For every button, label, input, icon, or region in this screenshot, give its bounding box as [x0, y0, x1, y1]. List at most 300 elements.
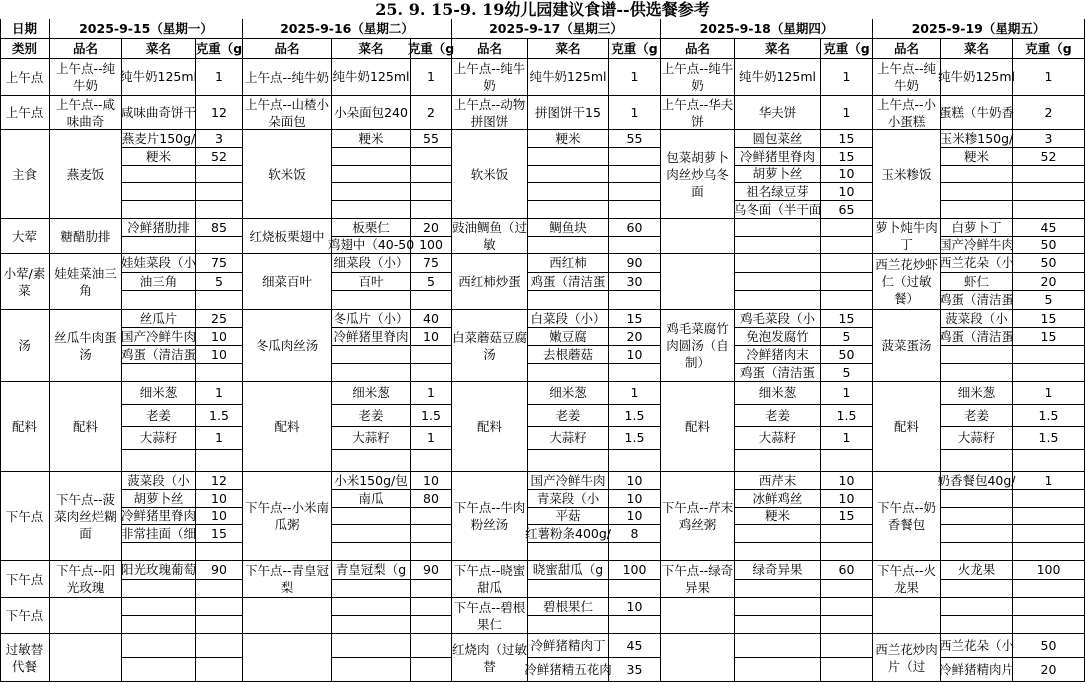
ingredient-name — [122, 616, 196, 634]
ingredient-weight: 3 — [1013, 130, 1085, 148]
ingredient-weight — [1013, 364, 1085, 382]
ingredient-name — [528, 166, 609, 183]
ingredient-weight: 52 — [1013, 148, 1085, 166]
ingredient-name: 冷鲜猪精肉片 — [941, 658, 1013, 682]
ingredient-name: 胡萝卜丝 — [735, 166, 821, 183]
ingredient-weight: 90 — [196, 561, 243, 580]
ingredient-name — [332, 580, 411, 598]
dish-name: 鸡毛菜腐竹肉圆汤（自制） — [661, 310, 735, 382]
ingredient-weight — [196, 580, 243, 598]
ingredient-name: 碧根果仁 — [528, 598, 609, 616]
ingredient-weight: 10 — [609, 346, 661, 364]
dish-name: 上午点--小小蛋糕 — [873, 96, 941, 130]
ingredient-name: 细米葱 — [332, 382, 411, 405]
ingredient-name: 南瓜 — [332, 490, 411, 508]
dish-name: 配料 — [452, 382, 528, 472]
ingredient-name — [122, 291, 196, 310]
ingredient-weight — [609, 364, 661, 382]
dish-name: 下午点--菠菜肉丝烂糊面 — [50, 472, 122, 561]
ingredient-name: 鸡蛋（清洁蛋 — [941, 291, 1013, 310]
ingredient-weight: 1 — [1013, 382, 1085, 405]
ingredient-weight: 1 — [1013, 59, 1085, 96]
ingredient-name: 粳米 — [332, 130, 411, 148]
ingredient-name: 老姜 — [941, 405, 1013, 427]
ingredient-name: 冷鲜猪里脊肉 — [735, 148, 821, 166]
category-cell: 下午点 — [0, 561, 50, 598]
ingredient-weight — [196, 364, 243, 382]
ingredient-weight: 5 — [411, 273, 452, 291]
ingredient-name — [528, 291, 609, 310]
ingredient-weight: 1 — [411, 59, 452, 96]
ingredient-name: 小米150g/包 — [332, 472, 411, 490]
ingredient-weight — [196, 450, 243, 472]
ingredient-name — [528, 148, 609, 166]
col-dish-header: 品名 — [661, 39, 735, 59]
day-header: 2025-9-19（星期五） — [873, 19, 1085, 39]
ingredient-weight — [411, 166, 452, 183]
ingredient-name: 大蒜籽 — [332, 427, 411, 450]
ingredient-weight — [196, 634, 243, 658]
ingredient-weight: 1 — [196, 59, 243, 96]
ingredient-weight: 10 — [609, 472, 661, 490]
dish-name: 下午点--奶香餐包 — [873, 472, 941, 561]
ingredient-weight: 1 — [821, 96, 873, 130]
ingredient-name: 细菜段（小） — [332, 254, 411, 273]
category-cell: 大荤 — [0, 219, 50, 254]
ingredient-weight: 45 — [609, 634, 661, 658]
dish-name — [661, 598, 735, 634]
day-header: 2025-9-17（星期三） — [452, 19, 661, 39]
dish-name: 上午点--华夫饼 — [661, 96, 734, 129]
ingredient-weight: 75 — [196, 254, 243, 273]
dish-name: 萝卜炖牛肉丁 — [873, 219, 941, 254]
ingredient-weight — [821, 525, 873, 543]
ingredient-weight — [411, 291, 452, 310]
category-cell: 下午点 — [0, 598, 50, 634]
ingredient-weight — [196, 616, 243, 634]
ingredient-name — [941, 580, 1013, 598]
ingredient-name: 红薯粉条400g/ — [528, 525, 609, 543]
ingredient-weight: 20 — [1013, 658, 1085, 682]
ingredient-weight — [821, 291, 873, 310]
ingredient-weight — [1013, 598, 1085, 616]
ingredient-weight: 50 — [821, 346, 873, 364]
page-title: 25. 9. 15-9. 19幼儿园建议食谱--供选餐参考 — [375, 0, 710, 19]
ingredient-weight — [821, 616, 873, 634]
ingredient-weight — [1013, 450, 1085, 472]
category-cell: 上午点 — [0, 59, 50, 96]
ingredient-weight — [821, 237, 873, 254]
ingredient-weight: 60 — [821, 561, 873, 580]
col-dish-header: 品名 — [873, 39, 941, 59]
ingredient-name — [735, 273, 821, 291]
ingredient-name: 细米葱 — [735, 382, 821, 405]
ingredient-weight: 1.5 — [411, 405, 452, 427]
ingredient-weight: 80 — [411, 490, 452, 508]
dish-name: 西兰花炒虾仁（过敏餐） — [873, 254, 941, 310]
ingredient-weight: 20 — [411, 219, 452, 237]
dish-name: 下午点--碧根果仁 — [452, 598, 528, 634]
ingredient-weight — [609, 543, 661, 561]
col-weight-header: 克重（g — [609, 39, 661, 59]
dish-name: 下午点--牛肉粉丝汤 — [452, 472, 528, 561]
ingredient-name — [941, 543, 1013, 561]
menu-table — [0, 19, 1085, 682]
ingredient-name — [528, 543, 609, 561]
ingredient-weight — [411, 201, 452, 219]
dish-name — [661, 254, 735, 310]
ingredient-weight: 55 — [609, 130, 661, 148]
ingredient-name: 老姜 — [528, 405, 609, 427]
ingredient-name — [332, 364, 411, 382]
ingredient-weight — [411, 580, 452, 598]
ingredient-name: 菠菜段（小 — [941, 310, 1013, 328]
ingredient-name: 玉米糁150g/ — [941, 130, 1013, 148]
ingredient-name: 白萝卜丁 — [941, 219, 1013, 237]
ingredient-name: 百叶 — [332, 273, 411, 291]
ingredient-name — [332, 183, 411, 201]
ingredient-weight: 2 — [1013, 96, 1085, 130]
ingredient-weight: 1.5 — [1013, 427, 1085, 450]
ingredient-name: 拼图饼干15 — [528, 96, 609, 130]
ingredient-name: 国产冷鲜牛肉 — [939, 237, 1015, 252]
ingredient-weight: 1 — [411, 382, 452, 405]
ingredient-weight: 15 — [1013, 310, 1085, 328]
ingredient-weight: 55 — [411, 130, 452, 148]
ingredient-weight: 5 — [196, 273, 243, 291]
col-ingredient-header: 菜名 — [122, 39, 196, 59]
dish-name — [50, 634, 122, 682]
ingredient-name: 阳光玫瑰葡萄 — [122, 561, 196, 580]
ingredient-weight: 5 — [821, 328, 873, 346]
ingredient-name — [528, 580, 609, 598]
ingredient-weight — [609, 291, 661, 310]
ingredient-weight: 10 — [609, 598, 661, 616]
dish-name: 配料 — [873, 382, 941, 472]
dish-name — [661, 219, 735, 254]
ingredient-weight: 85 — [196, 219, 243, 237]
dish-name: 冬瓜肉丝汤 — [243, 310, 332, 382]
ingredient-name — [332, 616, 411, 634]
ingredient-name — [122, 598, 196, 616]
category-cell: 汤 — [0, 310, 50, 382]
ingredient-weight — [411, 346, 452, 364]
ingredient-weight — [196, 598, 243, 616]
ingredient-name: 咸味曲奇饼干 — [122, 96, 196, 130]
ingredient-weight — [821, 634, 873, 658]
ingredient-name: 粳米 — [941, 148, 1013, 166]
ingredient-name — [528, 616, 609, 634]
ingredient-weight — [821, 658, 873, 682]
ingredient-name: 火龙果 — [941, 561, 1013, 580]
ingredient-name: 国产冷鲜牛肉 — [122, 328, 196, 346]
ingredient-name: 去根蘑菇 — [528, 346, 609, 364]
ingredient-weight: 15 — [821, 508, 873, 525]
ingredient-name — [735, 634, 821, 658]
dish-name: 上午点--纯牛奶 — [873, 59, 941, 96]
dish-name: 菠菜蛋汤 — [873, 310, 941, 382]
ingredient-name: 冷鲜猪精肉丁 — [528, 634, 609, 658]
ingredient-name — [332, 450, 411, 472]
ingredient-weight — [411, 148, 452, 166]
ingredient-weight: 1.5 — [1013, 405, 1085, 427]
ingredient-weight — [411, 183, 452, 201]
dish-name: 配料 — [243, 382, 332, 472]
ingredient-name: 纯牛奶125ml — [332, 59, 411, 96]
ingredient-name: 嫩豆腐 — [528, 328, 609, 346]
ingredient-name — [332, 166, 411, 183]
ingredient-name — [122, 183, 196, 201]
ingredient-weight: 10 — [196, 508, 243, 525]
ingredient-weight — [821, 254, 873, 273]
ingredient-weight: 15 — [821, 310, 873, 328]
ingredient-name: 祖名绿豆芽 — [735, 183, 821, 201]
category-cell: 配料 — [0, 382, 50, 472]
ingredient-name: 菠菜段（小 — [122, 472, 196, 490]
ingredient-name — [332, 201, 411, 219]
col-weight-header: 克重（g — [821, 39, 873, 59]
dish-name: 西红柿炒蛋 — [452, 254, 528, 310]
ingredient-weight: 15 — [196, 525, 243, 543]
ingredient-name — [122, 364, 196, 382]
ingredient-name: 免泡发腐竹 — [735, 328, 821, 346]
ingredient-weight: 10 — [821, 183, 873, 201]
ingredient-weight: 10 — [609, 508, 661, 525]
ingredient-weight — [411, 364, 452, 382]
ingredient-name: 晓蜜甜瓜（g — [528, 561, 609, 580]
ingredient-weight: 40 — [411, 310, 452, 328]
ingredient-name — [528, 450, 609, 472]
ingredient-weight: 1.5 — [609, 427, 661, 450]
ingredient-weight: 1 — [821, 382, 873, 405]
ingredient-weight — [1013, 166, 1085, 183]
ingredient-weight: 75 — [411, 254, 452, 273]
ingredient-weight: 10 — [196, 328, 243, 346]
ingredient-name — [735, 450, 821, 472]
dish-name: 玉米糁饭 — [873, 130, 941, 219]
ingredient-name — [332, 598, 411, 616]
ingredient-weight: 20 — [609, 328, 661, 346]
dish-name: 上午点--山楂小朵面包 — [243, 96, 332, 130]
ingredient-name: 冷鲜猪里脊肉 — [121, 508, 197, 523]
ingredient-name: 鲷鱼块 — [528, 219, 609, 237]
ingredient-weight: 1 — [609, 59, 661, 96]
dish-name: 软米饭 — [243, 130, 332, 219]
ingredient-name: 冰鲜鸡丝 — [735, 490, 821, 508]
dish-name: 上午点--纯牛奶 — [243, 59, 332, 96]
ingredient-weight — [1013, 616, 1085, 634]
dish-name: 糖醋肋排 — [50, 219, 122, 254]
ingredient-name — [735, 658, 821, 682]
ingredient-name — [332, 291, 411, 310]
ingredient-weight — [609, 450, 661, 472]
ingredient-name — [735, 543, 821, 561]
ingredient-name: 冷鲜猪肉末 — [735, 346, 821, 364]
ingredient-weight — [609, 237, 661, 254]
ingredient-weight: 20 — [1013, 273, 1085, 291]
ingredient-name — [735, 616, 821, 634]
ingredient-name: 老姜 — [332, 405, 411, 427]
ingredient-name: 大蒜籽 — [528, 427, 609, 450]
ingredient-weight — [1013, 183, 1085, 201]
col-dish-header: 品名 — [452, 39, 528, 59]
ingredient-name: 鸡毛菜段（小 — [735, 310, 821, 328]
ingredient-weight: 1 — [411, 427, 452, 450]
ingredient-name: 青菜段（小 — [528, 490, 609, 508]
ingredient-name: 燕麦片150g/ — [122, 130, 196, 148]
ingredient-name: 冷鲜猪精五花肉 — [528, 658, 609, 682]
ingredient-weight — [609, 183, 661, 201]
ingredient-weight: 3 — [196, 130, 243, 148]
ingredient-weight: 100 — [609, 561, 661, 580]
dish-name: 上午点--咸味曲奇 — [50, 96, 122, 130]
ingredient-name: 非常挂面（细 — [122, 525, 196, 543]
ingredient-name: 粳米 — [528, 130, 609, 148]
ingredient-name: 鸡蛋（清洁蛋 — [941, 328, 1013, 346]
ingredient-name: 青皇冠梨（g — [332, 561, 411, 580]
ingredient-name — [122, 201, 196, 219]
ingredient-weight — [1013, 490, 1085, 508]
ingredient-weight: 5 — [1013, 291, 1085, 310]
ingredient-name — [941, 616, 1013, 634]
ingredient-name: 鸡翅中（40-50 — [327, 237, 415, 252]
category-cell: 上午点 — [0, 96, 50, 130]
category-cell: 过敏替代餐 — [0, 634, 50, 682]
day-header: 2025-9-16（星期二） — [243, 19, 452, 39]
ingredient-weight: 1.5 — [196, 405, 243, 427]
ingredient-name — [941, 166, 1013, 183]
dish-name — [661, 634, 735, 682]
dish-name: 包菜胡萝卜肉丝炒乌冬面 — [661, 130, 735, 219]
ingredient-name: 鸡蛋（清洁蛋 — [528, 273, 609, 291]
dish-name: 下午点--青皇冠梨 — [243, 561, 332, 598]
ingredient-name: 大蒜籽 — [122, 427, 196, 450]
ingredient-weight — [196, 166, 243, 183]
ingredient-name — [735, 219, 821, 237]
ingredient-name: 乌冬面（半干面 — [735, 201, 821, 219]
ingredient-name: 华夫饼 — [735, 96, 821, 130]
ingredient-name: 平菇 — [528, 508, 609, 525]
ingredient-weight — [821, 273, 873, 291]
ingredient-name — [941, 490, 1013, 508]
ingredient-name — [941, 525, 1013, 543]
ingredient-name — [122, 634, 196, 658]
ingredient-name — [735, 598, 821, 616]
ingredient-weight: 100 — [411, 237, 452, 254]
ingredient-weight: 12 — [196, 96, 243, 130]
ingredient-weight: 15 — [1013, 328, 1085, 346]
ingredient-name — [122, 166, 196, 183]
ingredient-weight — [411, 634, 452, 658]
ingredient-name — [735, 525, 821, 543]
dish-name: 燕麦饭 — [50, 130, 122, 219]
ingredient-weight — [411, 508, 452, 525]
ingredient-weight: 25 — [196, 310, 243, 328]
ingredient-weight: 10 — [609, 490, 661, 508]
ingredient-weight — [196, 183, 243, 201]
ingredient-weight: 30 — [609, 273, 661, 291]
ingredient-name — [941, 346, 1013, 364]
ingredient-weight: 1 — [196, 382, 243, 405]
dish-name: 下午点--小米南瓜粥 — [243, 472, 332, 561]
ingredient-weight — [821, 543, 873, 561]
ingredient-name — [735, 580, 821, 598]
col-weight-header: 克重（g — [196, 39, 243, 59]
ingredient-weight — [609, 148, 661, 166]
ingredient-weight — [411, 658, 452, 682]
ingredient-name: 粳米 — [735, 508, 821, 525]
ingredient-weight: 50 — [1013, 237, 1085, 254]
ingredient-name — [735, 254, 821, 273]
ingredient-name: 白菜段（小） — [528, 310, 609, 328]
ingredient-weight — [411, 598, 452, 616]
ingredient-weight: 1 — [609, 96, 661, 130]
ingredient-weight — [609, 580, 661, 598]
ingredient-name: 大蒜籽 — [941, 427, 1013, 450]
ingredient-weight: 52 — [196, 148, 243, 166]
category-cell: 主食 — [0, 130, 50, 219]
ingredient-name — [332, 543, 411, 561]
category-cell: 小荤/素菜 — [0, 254, 50, 310]
ingredient-name: 细米葱 — [122, 382, 196, 405]
col-ingredient-header: 菜名 — [735, 39, 821, 59]
ingredient-name: 老姜 — [735, 405, 821, 427]
ingredient-name: 蛋糕（牛奶香 — [941, 96, 1013, 130]
ingredient-weight: 90 — [609, 254, 661, 273]
dish-name: 白菜蘑菇豆腐汤 — [452, 310, 528, 382]
ingredient-weight: 1 — [821, 59, 873, 96]
ingredient-weight — [1013, 508, 1085, 525]
dish-name: 红烧肉（过敏替 — [452, 634, 528, 682]
col-dish-header: 品名 — [243, 39, 332, 59]
dish-name: 上午点--纯牛奶 — [50, 59, 122, 96]
day-header: 2025-9-15（星期一） — [50, 19, 243, 39]
ingredient-name — [941, 364, 1013, 382]
ingredient-weight: 1.5 — [821, 405, 873, 427]
day-header: 2025-9-18（星期四） — [661, 19, 873, 39]
dish-name: 西兰花炒肉片（过 — [873, 634, 941, 682]
ingredient-weight — [821, 580, 873, 598]
dish-name: 娃娃菜油三角 — [50, 254, 122, 310]
ingredient-name — [941, 508, 1013, 525]
ingredient-weight — [1013, 525, 1085, 543]
ingredient-name — [122, 450, 196, 472]
ingredient-weight: 15 — [821, 130, 873, 148]
ingredient-weight — [411, 543, 452, 561]
ingredient-name: 圆包菜丝 — [735, 130, 821, 148]
ingredient-weight — [821, 219, 873, 237]
ingredient-weight — [196, 291, 243, 310]
ingredient-weight — [411, 525, 452, 543]
ingredient-weight: 1.5 — [609, 405, 661, 427]
ingredient-weight — [1013, 346, 1085, 364]
ingredient-name — [735, 291, 821, 310]
col-ingredient-header: 菜名 — [332, 39, 411, 59]
ingredient-name: 西兰花朵（小 — [941, 254, 1013, 273]
ingredient-weight: 10 — [411, 472, 452, 490]
dish-name: 细菜百叶 — [243, 254, 332, 310]
ingredient-weight: 15 — [821, 148, 873, 166]
ingredient-name: 板栗仁 — [332, 219, 411, 237]
ingredient-weight: 10 — [196, 346, 243, 364]
ingredient-name: 娃娃菜段（小 — [122, 254, 196, 273]
date-header-label: 日期 — [0, 19, 50, 39]
ingredient-weight: 45 — [1013, 219, 1085, 237]
ingredient-weight — [196, 237, 243, 254]
col-ingredient-header: 菜名 — [941, 39, 1013, 59]
ingredient-name — [122, 658, 196, 682]
ingredient-name: 国产冷鲜牛肉 — [528, 472, 609, 490]
